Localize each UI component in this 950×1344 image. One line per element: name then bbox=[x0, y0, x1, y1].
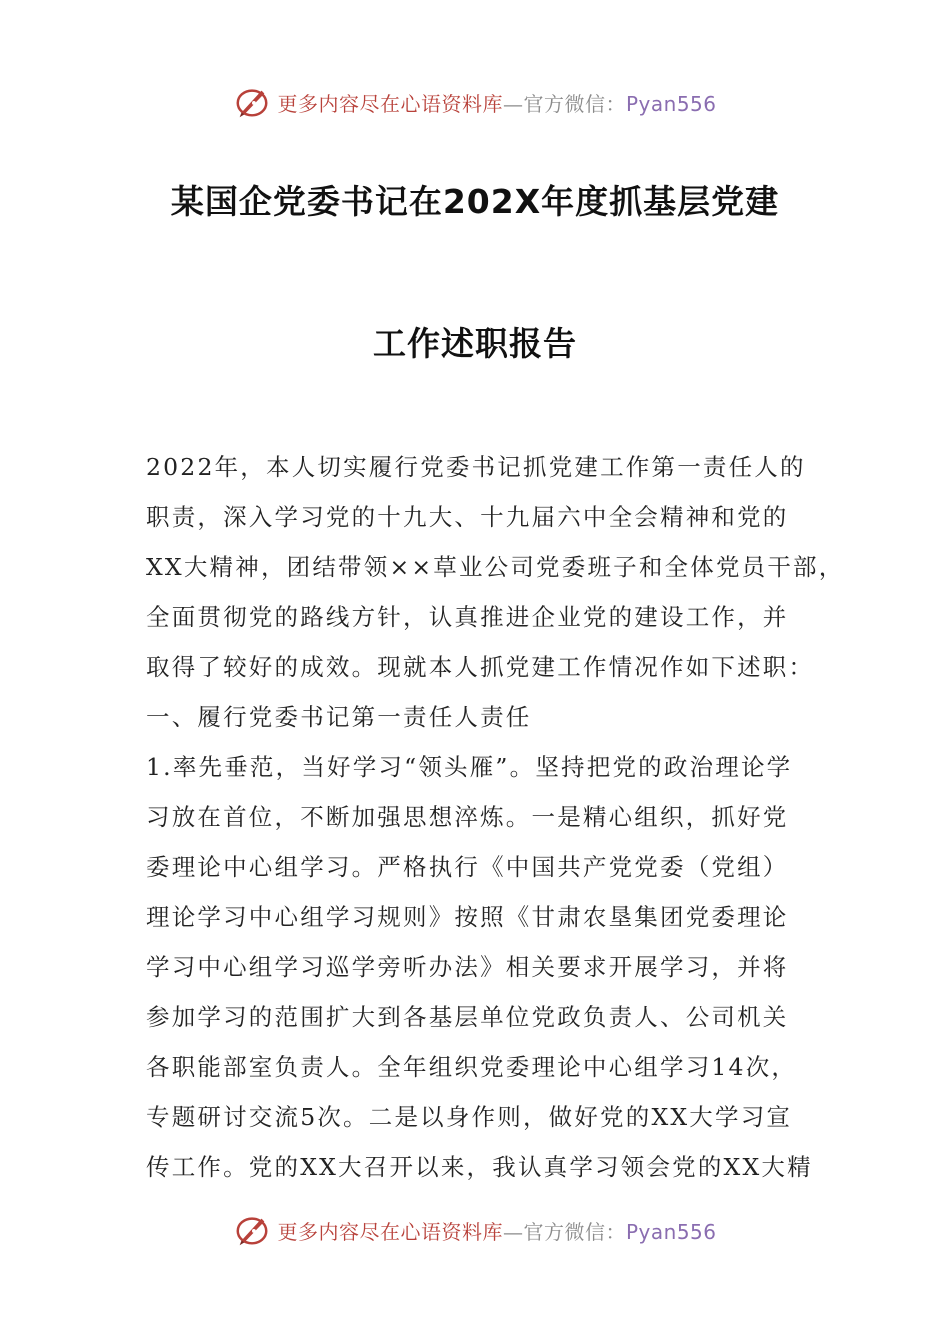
body-line: 习放在首位，不断加强思想淬炼。一是精心组织，抓好党 bbox=[146, 803, 789, 831]
watermark-text bbox=[277, 88, 716, 117]
body-line: 1.率先垂范，当好学习“领头雁”。坚持把党的政治理论学 bbox=[146, 753, 793, 781]
watermark-site-text: 更多内容尽在心语资料库 bbox=[277, 1219, 503, 1244]
body-line: 学习中心组学习巡学旁听办法》相关要求开展学习，并将 bbox=[146, 953, 789, 981]
body-line: 参加学习的范围扩大到各基层单位党政负责人、公司机关 bbox=[146, 1003, 789, 1031]
body-line: 2022年，本人切实履行党委书记抓党建工作第一责任人的 bbox=[146, 453, 806, 481]
body-line: 理论学习中心组学习规则》按照《甘肃农垦集团党委理论 bbox=[146, 903, 789, 931]
body-line: 委理论中心组学习。严格执行《中国共产党党委（党组） bbox=[146, 853, 789, 881]
watermark-banner-top bbox=[0, 82, 950, 122]
body-line: 专题研讨交流5次。二是以身作则，做好党的XX大学习宣 bbox=[146, 1103, 793, 1131]
watermark-text bbox=[277, 1216, 716, 1245]
body-line: 取得了较好的成效。现就本人抓党建工作情况作如下述职： bbox=[146, 653, 815, 681]
body-line: 各职能部室负责人。全年组织党委理论中心组学习14次， bbox=[146, 1053, 798, 1081]
document-title-line-1: 某国企党委书记在202X年度抓基层党建 bbox=[170, 182, 780, 221]
body-line: XX大精神，团结带领××草业公司党委班子和全体党员干部， bbox=[146, 553, 845, 581]
watermark-official-text: —官方微信： bbox=[502, 1219, 626, 1244]
section-heading: 一、履行党委书记第一责任人责任 bbox=[146, 703, 532, 731]
watermark-official-text: —官方微信： bbox=[502, 91, 626, 116]
pen-nib-icon bbox=[233, 83, 271, 121]
body-line: 职责，深入学习党的十九大、十九届六中全会精神和党的 bbox=[146, 503, 789, 531]
document-title-line-2: 工作述职报告 bbox=[373, 324, 577, 363]
watermark-site-text: 更多内容尽在心语资料库 bbox=[277, 91, 503, 116]
watermark-banner-bottom bbox=[0, 1210, 950, 1250]
watermark-wechat-id: Pyan556 bbox=[625, 1219, 717, 1244]
body-line: 传工作。党的XX大召开以来，我认真学习领会党的XX大精 bbox=[146, 1153, 813, 1181]
watermark-wechat-id: Pyan556 bbox=[625, 91, 717, 116]
pen-nib-icon bbox=[233, 1211, 271, 1249]
document-body bbox=[146, 445, 845, 1195]
body-line: 全面贯彻党的路线方针，认真推进企业党的建设工作，并 bbox=[146, 603, 789, 631]
